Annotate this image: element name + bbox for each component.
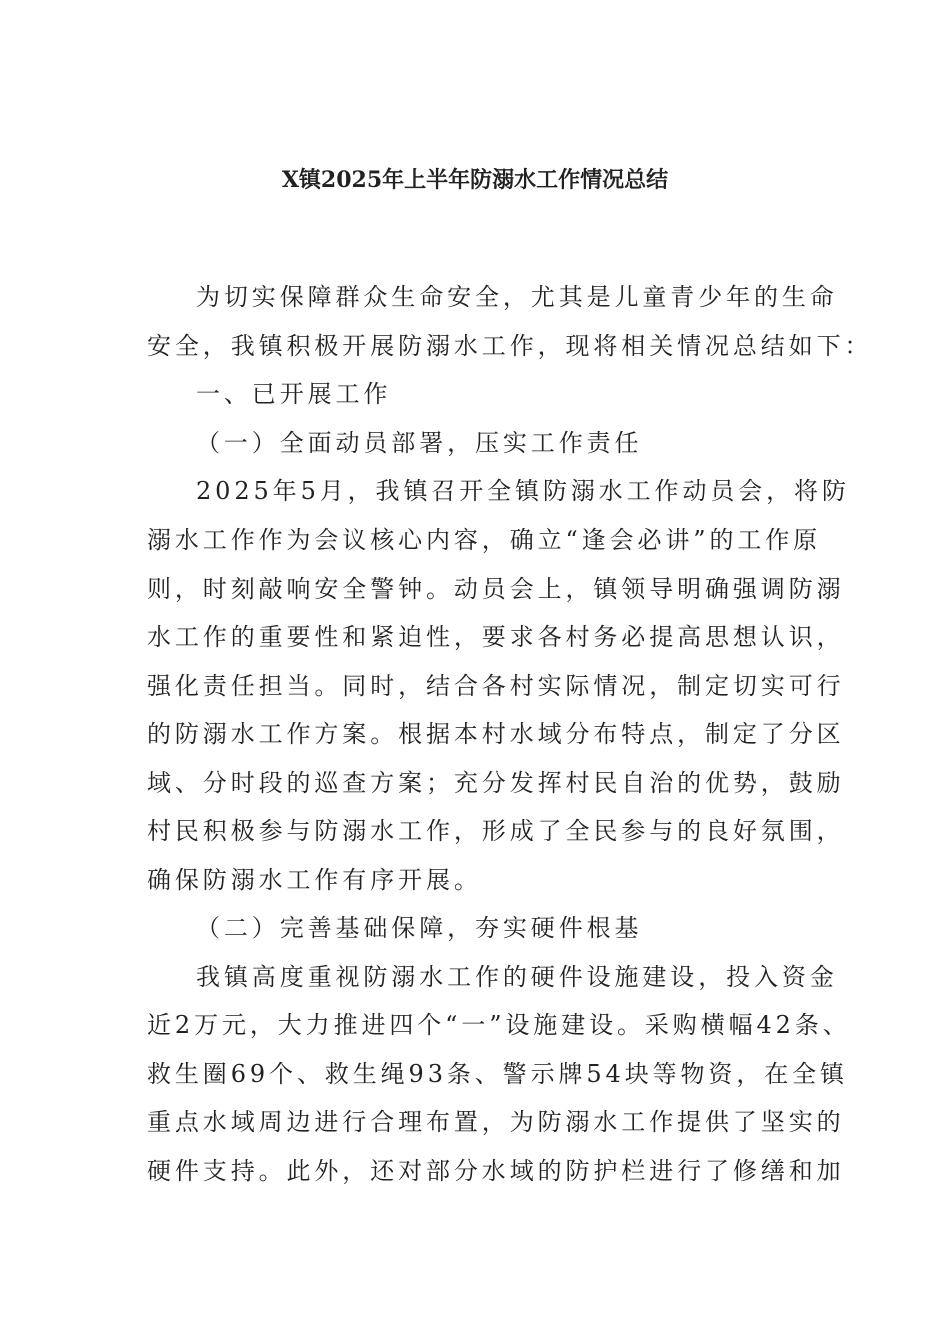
paragraph-line: 的防溺水工作方案。根据本村水域分布特点，制定了分区 <box>147 720 845 748</box>
section-heading: 一、已开展工作 <box>196 380 392 408</box>
paragraph-line: 强化责任担当。同时，结合各村实际情况，制定切实可行 <box>147 672 845 700</box>
document-title: X镇2025年上半年防溺水工作情况总结 <box>281 167 669 193</box>
paragraph-line: 确保防溺水工作有序开展。 <box>147 866 482 894</box>
paragraph-line: 则，时刻敲响安全警钟。动员会上，镇领导明确强调防溺 <box>147 575 845 603</box>
paragraph-line: 安全，我镇积极开展防溺水工作，现将相关情况总结如下： <box>147 332 873 360</box>
paragraph-line: 近2万元，大力推进四个“一”设施建设。采购横幅42条、 <box>147 1011 851 1039</box>
paragraph-line: 2025年5月，我镇召开全镇防溺水工作动员会，将防 <box>196 477 850 505</box>
paragraph-line: 硬件支持。此外，还对部分水域的防护栏进行了修缮和加 <box>147 1157 845 1185</box>
paragraph-line: 溺水工作作为会议核心内容，确立“逢会必讲”的工作原 <box>147 526 822 554</box>
paragraph-line: 重点水域周边进行合理布置，为防溺水工作提供了坚实的 <box>147 1108 845 1136</box>
subsection-heading: （二）完善基础保障，夯实硬件根基 <box>196 914 643 942</box>
paragraph-line: 水工作的重要性和紧迫性，要求各村务必提高思想认识， <box>147 623 845 651</box>
paragraph-line: 我镇高度重视防溺水工作的硬件设施建设，投入资金 <box>196 963 838 991</box>
paragraph-line: 村民积极参与防溺水工作，形成了全民参与的良好氛围， <box>147 817 845 845</box>
paragraph-line: 救生圈69个、救生绳93条、警示牌54块等物资，在全镇 <box>147 1060 848 1088</box>
subsection-heading: （一）全面动员部署，压实工作责任 <box>196 429 643 457</box>
paragraph-line: 为切实保障群众生命安全，尤其是儿童青少年的生命 <box>196 283 838 311</box>
paragraph-line: 域、分时段的巡查方案；充分发挥村民自治的优势，鼓励 <box>147 769 845 797</box>
